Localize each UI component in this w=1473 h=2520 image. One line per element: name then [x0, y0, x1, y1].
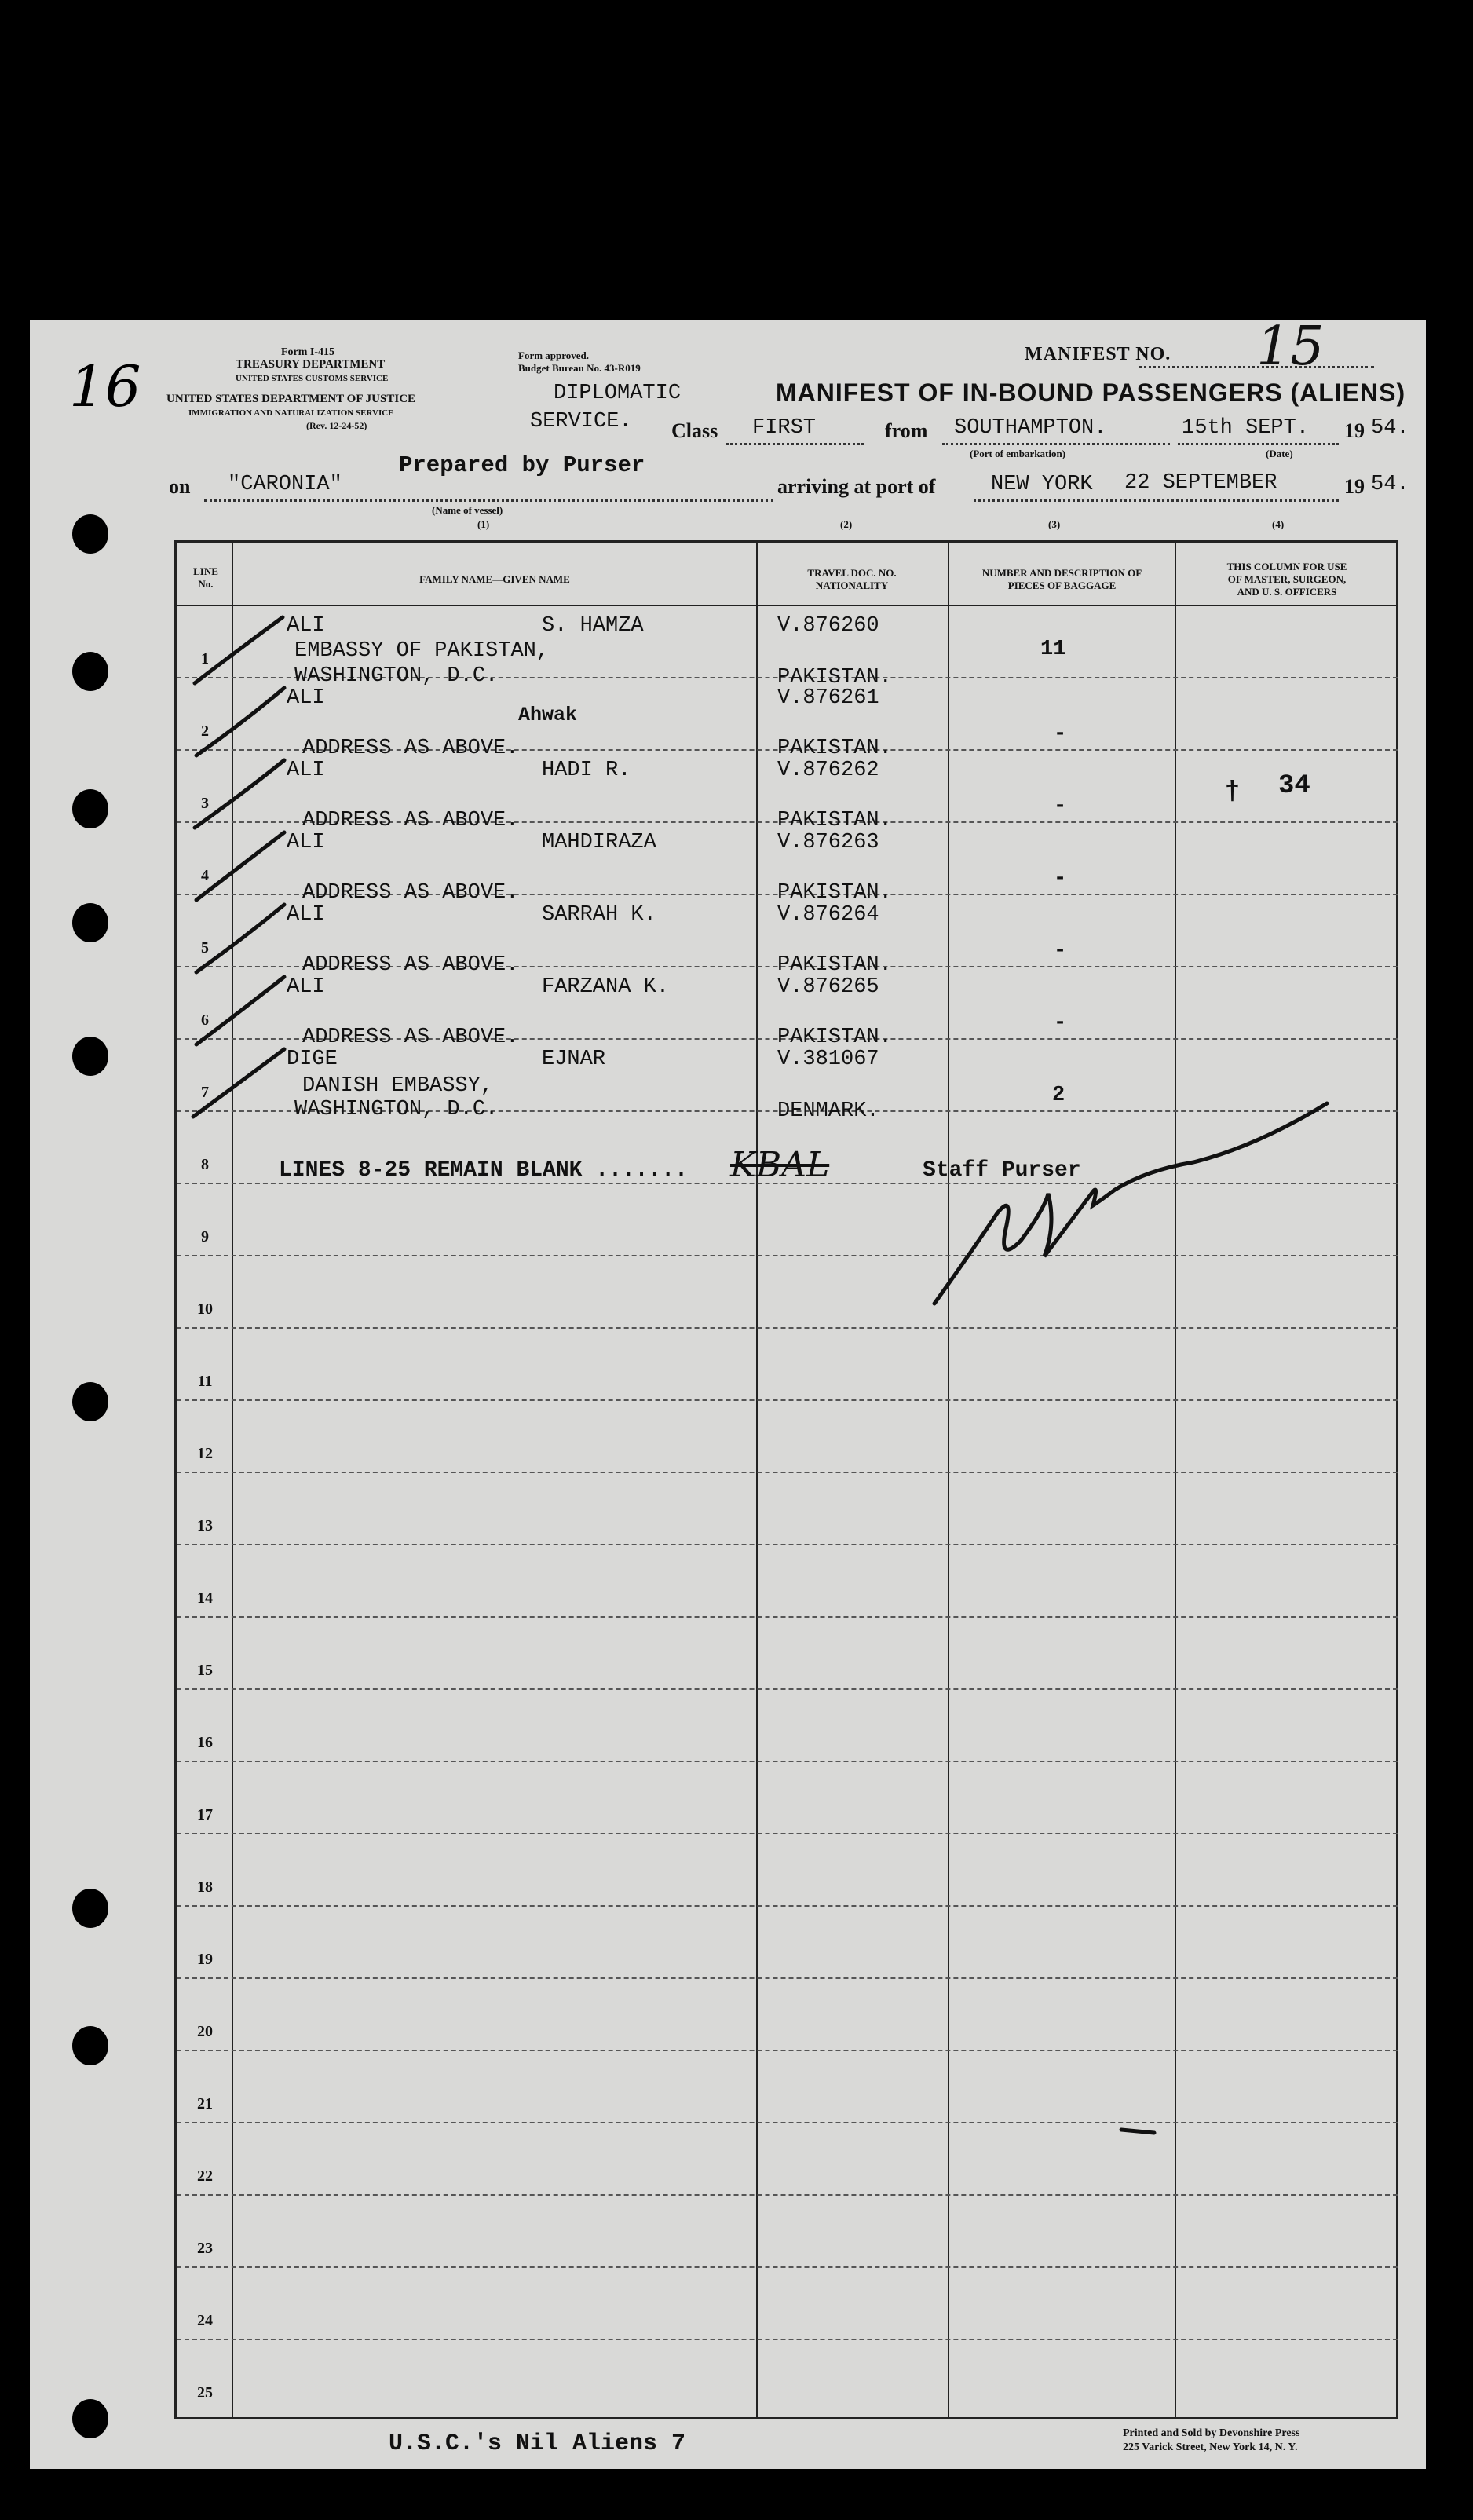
treasury-dept: TREASURY DEPARTMENT	[236, 358, 386, 371]
line-number: 5	[201, 939, 209, 956]
line-number: 14	[197, 1589, 213, 1607]
passenger-doc: V.381067	[777, 1048, 879, 1071]
passenger-address: ADDRESS AS ABOVE.	[302, 881, 519, 905]
prepared-by: Prepared by Purser	[399, 452, 645, 478]
passenger-nationality: PAKISTAN.	[777, 1026, 892, 1049]
line-number: 25	[197, 2384, 213, 2401]
passenger-family: ALI	[287, 903, 325, 927]
header-officers: THIS COLUMN FOR USE OF MASTER, SURGEON, AND U. S. OFFICERS	[1226, 561, 1347, 598]
passenger-family: ALI	[287, 759, 325, 782]
service-label: SERVICE.	[530, 410, 632, 433]
line-number: 4	[201, 867, 209, 884]
passenger-address: ADDRESS AS ABOVE.	[302, 1026, 519, 1049]
passenger-nationality: PAKISTAN.	[777, 737, 892, 760]
passenger-address: EMBASSY OF PAKISTAN,	[294, 639, 550, 663]
passenger-given: MAHDIRAZA	[542, 831, 656, 854]
manifest-title: MANIFEST OF IN-BOUND PASSENGERS (ALIENS)	[776, 379, 1406, 407]
vessel-name: "CARONIA"	[228, 473, 342, 496]
line-number: 24	[197, 2312, 213, 2329]
passenger-given: EJNAR	[542, 1048, 606, 1071]
vessel-caption: (Name of vessel)	[432, 504, 503, 516]
manifest-no-label: MANIFEST NO.	[1025, 344, 1171, 364]
from-value: SOUTHAMPTON.	[954, 416, 1107, 440]
col4-caption: (4)	[1272, 518, 1285, 530]
passenger-nationality: PAKISTAN.	[777, 881, 892, 905]
budget-bureau: Budget Bureau No. 43-R019	[518, 362, 641, 374]
passenger-doc: V.876265	[777, 975, 879, 999]
line-number: 19	[197, 1951, 213, 1968]
passenger-given: FARZANA K.	[542, 975, 670, 999]
signature	[934, 1103, 1327, 1304]
passenger-address: ADDRESS AS ABOVE.	[302, 737, 519, 760]
officer-note-value: 34	[1278, 771, 1310, 801]
date-value: 15th SEPT.	[1182, 416, 1310, 440]
passenger-doc: V.876260	[777, 614, 879, 638]
passenger-address: WASHINGTON, D.C.	[294, 664, 499, 688]
passenger-doc: V.876264	[777, 903, 879, 927]
blank-lines-note: LINES 8-25 REMAIN BLANK .......	[279, 1158, 688, 1183]
passenger-family: ALI	[287, 614, 325, 638]
passenger-nationality: PAKISTAN.	[777, 809, 892, 832]
line-number: 13	[197, 1517, 213, 1534]
line-number: 11	[197, 1373, 213, 1390]
ins: IMMIGRATION AND NATURALIZATION SERVICE	[188, 408, 394, 418]
check-mark	[196, 832, 284, 900]
year-prefix-1: 19	[1344, 419, 1365, 442]
date-caption: (Date)	[1266, 448, 1293, 459]
passenger-address: DANISH EMBASSY,	[302, 1074, 494, 1098]
passenger-given: S. HAMZA	[542, 614, 644, 638]
header-travel-doc: TRAVEL DOC. NO. NATIONALITY	[807, 567, 897, 591]
passenger-baggage: -	[1054, 795, 1067, 818]
year-suffix-2: 54.	[1371, 473, 1409, 496]
passenger-address: ADDRESS AS ABOVE.	[302, 953, 519, 977]
footer-summary: U.S.C.'s Nil Aliens 7	[389, 2430, 686, 2457]
on-label: on	[169, 475, 191, 498]
line-number: 12	[197, 1445, 213, 1462]
passenger-doc: V.876261	[777, 686, 879, 710]
diplomatic-label: DIPLOMATIC	[554, 382, 682, 405]
col1-caption: (1)	[477, 518, 490, 530]
from-label: from	[885, 419, 928, 442]
form-number: Form I-415	[281, 346, 335, 358]
form-approved: Form approved.	[518, 349, 590, 361]
line-number: 17	[197, 1806, 213, 1823]
line-number: 7	[201, 1084, 209, 1101]
line-number: 9	[201, 1228, 209, 1245]
passenger-baggage: -	[1054, 1011, 1067, 1035]
passenger-baggage: 11	[1040, 638, 1066, 661]
printer-line-1: Printed and Sold by Devonshire Press	[1123, 2427, 1300, 2439]
officer-tick-mark: †	[1225, 776, 1240, 806]
line-number: 21	[197, 2095, 213, 2112]
passenger-address: ADDRESS AS ABOVE.	[302, 809, 519, 832]
passenger-nationality: PAKISTAN.	[777, 953, 892, 977]
passenger-baggage: -	[1054, 722, 1067, 746]
line-number: 10	[197, 1300, 213, 1318]
line-number: 8	[201, 1156, 209, 1173]
class-value: FIRST	[752, 416, 817, 440]
stray-mark	[1121, 2130, 1154, 2133]
check-mark	[195, 617, 283, 683]
check-mark	[196, 977, 284, 1044]
passenger-given: Ahwak	[518, 704, 578, 726]
form-revision: (Rev. 12-24-52)	[306, 420, 367, 431]
passenger-baggage: -	[1054, 939, 1067, 963]
printer-line-2: 225 Varick Street, New York 14, N. Y.	[1123, 2441, 1298, 2453]
passenger-baggage: -	[1054, 867, 1067, 891]
header-baggage: NUMBER AND DESCRIPTION OF PIECES OF BAGGAGE	[981, 567, 1142, 591]
customs-service: UNITED STATES CUSTOMS SERVICE	[236, 374, 389, 383]
line-number: 16	[197, 1734, 213, 1751]
staff-purser-initials: KBAL	[730, 1145, 830, 1185]
arriving-port: NEW YORK	[991, 473, 1093, 496]
passenger-family: ALI	[287, 831, 325, 854]
passenger-given: HADI R.	[542, 759, 631, 782]
check-mark	[193, 1049, 284, 1117]
passenger-given: SARRAH K.	[542, 903, 656, 927]
col3-caption: (3)	[1048, 518, 1061, 530]
header-line: LINE No.	[193, 565, 218, 590]
passenger-nationality: PAKISTAN.	[777, 666, 892, 689]
line-number: 15	[197, 1662, 213, 1679]
check-mark	[196, 905, 284, 972]
check-mark	[195, 760, 284, 828]
header-name: FAMILY NAME—GIVEN NAME	[419, 573, 570, 585]
line-number: 3	[201, 795, 209, 812]
passenger-address: WASHINGTON, D.C.	[294, 1098, 499, 1121]
line-number: 2	[201, 722, 209, 740]
passenger-family: ALI	[287, 975, 325, 999]
passenger-doc: V.876263	[777, 831, 879, 854]
year-suffix-1: 54.	[1371, 416, 1409, 440]
staff-purser-label: Staff Purser	[923, 1158, 1081, 1183]
line-number: 6	[201, 1011, 209, 1029]
line-number: 22	[197, 2167, 213, 2185]
line-number: 23	[197, 2240, 213, 2257]
line-number: 20	[197, 2023, 213, 2040]
dept-justice: UNITED STATES DEPARTMENT OF JUSTICE	[166, 393, 416, 405]
passenger-family: DIGE	[287, 1048, 338, 1071]
passenger-nationality: DENMARK.	[777, 1099, 879, 1123]
margin-page-number: 16	[69, 353, 141, 419]
port-embark-caption: (Port of embarkation)	[970, 448, 1066, 459]
passenger-doc: V.876262	[777, 759, 879, 782]
class-label: Class	[671, 419, 718, 442]
passenger-family: ALI	[287, 686, 325, 710]
line-number: 1	[201, 650, 209, 667]
check-mark	[196, 688, 284, 755]
arriving-label: arriving at port of	[777, 475, 936, 498]
manifest-no-value: 15	[1256, 316, 1325, 378]
passenger-baggage: 2	[1052, 1084, 1065, 1107]
arriving-date: 22 SEPTEMBER	[1124, 471, 1277, 495]
line-number: 18	[197, 1878, 213, 1896]
year-prefix-2: 19	[1344, 475, 1365, 498]
col2-caption: (2)	[840, 518, 853, 530]
